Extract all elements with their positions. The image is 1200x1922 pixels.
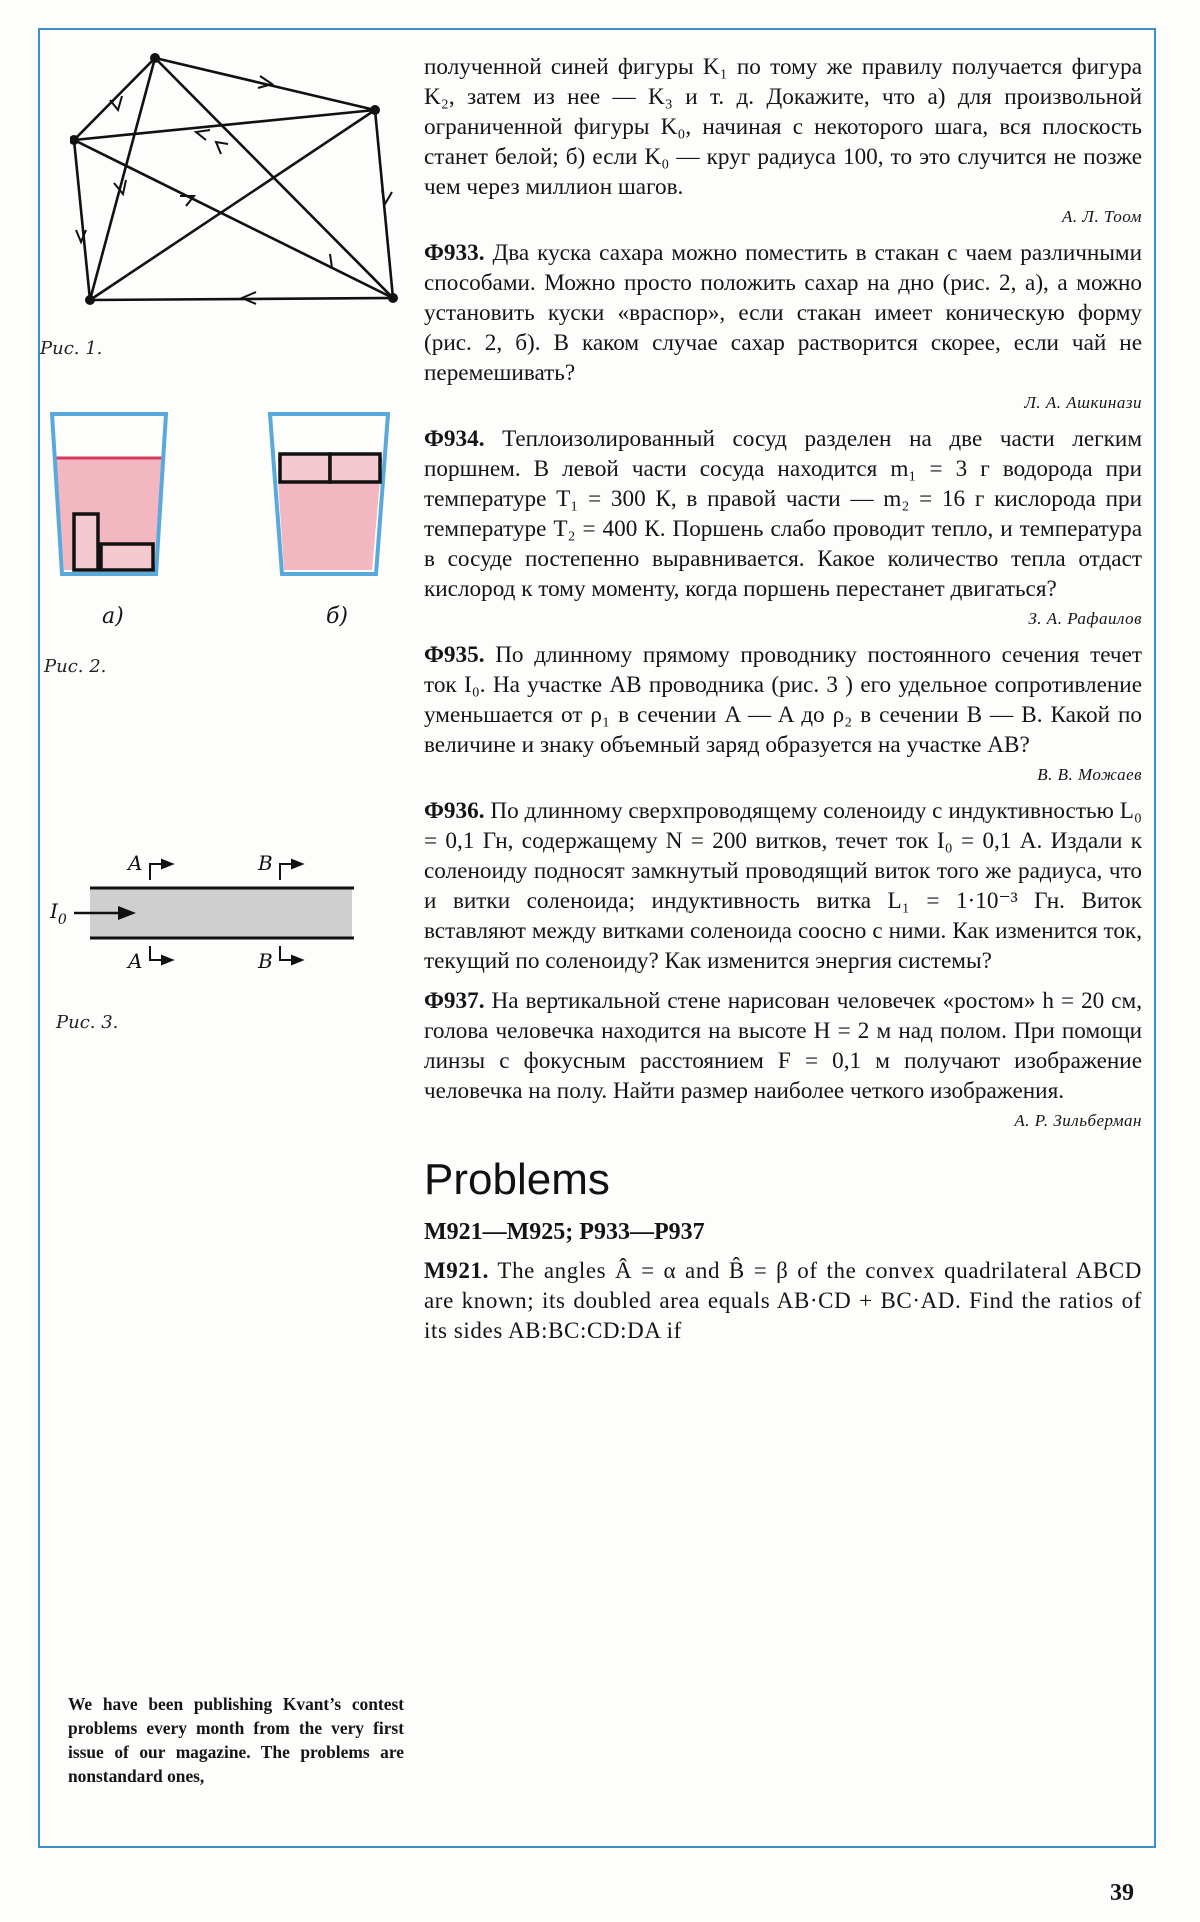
graph-vertex (85, 295, 95, 305)
label-a-top: A (128, 851, 143, 875)
arrow-head (196, 130, 210, 140)
tea-fill (278, 480, 380, 570)
problem-text: По длинному сверхпроводящему соленоиду с индуктивностью L₀ = 0,1 Гн, содержащему N = 200 витков, течет ток I₀ = 0,1 А. Издали к соленоиду подносят замкнутый проводящий виток того же радиуса, что и витки соленоида; индуктивность витка L₁ = 1·10⁻³ Гн. Виток вставляют между витками соленоида соосно с ними. Как изменится ток, текущий по соленоиду? Как изменится энергия системы? (424, 798, 1142, 974)
arrow-head (216, 142, 228, 154)
author: А. Р. Зильберман (1014, 1111, 1142, 1130)
english-sidebar-note: We have been publishing Kvant’s contest problems every month from the very first issue of our magazine. The problems are nonstandard ones, (68, 1694, 404, 1786)
problem-text: Два куска сахара можно поместить в стакан с чаем различными способами. Можно просто положить сахар на дно (рис. 2, а), а можно установить куски «враспор», если стакан имеет коническую форму (рис. 2, б). В каком случае сахар растворится скорее, если чай не перемешивать? (424, 240, 1143, 386)
main-text-column (424, 52, 1142, 1346)
author: А. Л. Тоом (1062, 207, 1142, 226)
problem-m921 (424, 1256, 1142, 1346)
english-section-title: Problems (424, 1155, 610, 1204)
problem-text: Теплоизолированный сосуд разделен на две части легким поршнем. В левой части сосуда находится m₁ = 3 г водорода при температуре T₁ = 300 К, в правой части — m₂ = 16 г кислорода при температуре T₂ = 400 К. Поршень слабо проводит тепло, и температура в сосуде постепенно выравнивается. Какое количество тепла отдаст кислород к тому моменту, когда поршень перестанет двигаться? (424, 426, 1142, 602)
graph-edge (74, 140, 90, 300)
problem-937 (424, 986, 1142, 1106)
figure-2-glass-b (268, 410, 392, 576)
graph-edge (74, 140, 393, 298)
graph-vertex (370, 105, 380, 115)
section-a-bottom-arrow (162, 956, 172, 964)
label-a-bottom: A (128, 949, 143, 973)
label-b-bottom: B (258, 949, 273, 973)
problem-935 (424, 640, 1142, 760)
problem-number: M921. (424, 1258, 489, 1283)
problem-number: Ф933. (424, 240, 485, 266)
author: В. В. Можаев (1037, 765, 1142, 784)
sugar-cube (280, 454, 330, 482)
label-current: $I_0$ (50, 899, 67, 928)
section-a-top-arrow (162, 860, 172, 868)
figure-2b-label: б) (326, 604, 349, 629)
problem-number: Ф935. (424, 642, 485, 668)
problem-933 (424, 238, 1142, 388)
continuation-text: полученной синей фигуры K₁ по тому же правилу получается фигура K₂, затем из нее — K₃ и т. д. Докажите, что а) для произвольной ограниченной фигуры K₀, начиная с некоторого шага, вся плоскость станет белой; б) если K₀ — круг радиуса 100, то это случится не позже чем через миллион шагов. (424, 54, 1142, 200)
graph-vertex (388, 293, 398, 303)
sugar-cube (74, 514, 98, 570)
problem-text: По длинному прямому проводнику постоянного сечения течет ток I₀. На участке AB проводника (рис. 3 ) его удельное сопротивление уменьшается от ρ₁ в сечении A — A до ρ₂ в сечении B — B. Какой по величине и знаку объемный заряд образуется на участке AB? (424, 642, 1142, 758)
figure-3-conductor (44, 846, 364, 976)
sugar-cube (330, 454, 380, 482)
problem-number: Ф936. (424, 798, 485, 824)
page-number: 39 (1110, 1880, 1134, 1906)
figure-2a-label: а) (102, 604, 124, 629)
figure-2-caption: Рис. 2. (44, 656, 107, 677)
problem-936 (424, 796, 1142, 976)
arrow-head (180, 196, 194, 206)
graph-edge (74, 110, 375, 140)
problem-934 (424, 424, 1142, 604)
section-b-bottom-arrow (292, 956, 302, 964)
english-section-subtitle: M921—M925; P933—P937 (424, 1219, 705, 1245)
problem-text: The angles Â = α and B̂ = β of the convex quadrilateral ABCD are known; its doubled area equals AB·CD + BC·AD. Find the ratios of its sides AB:BC:CD:DA if (424, 1258, 1143, 1343)
problem-number: Ф937. (424, 988, 485, 1014)
author: Л. А. Ашкинази (1024, 393, 1142, 412)
figure-3-caption: Рис. 3. (56, 1012, 119, 1033)
figure-2-glass-a (50, 410, 170, 576)
problem-number: Ф934. (424, 426, 485, 452)
graph-edge (155, 58, 375, 110)
figure-1-graph (70, 40, 420, 320)
problem-text: На вертикальной стене нарисован человечек «ростом» h = 20 см, голова человечка находится на высоте H = 2 м над полом. При помощи линзы с фокусным расстоянием F = 0,1 м получают изображение человечка на полу. Найти размер наиболее четкого изображения. (424, 988, 1142, 1104)
graph-vertex (150, 53, 160, 63)
sugar-cube (101, 544, 153, 570)
label-b-top: B (258, 851, 273, 875)
author: З. А. Рафаилов (1028, 609, 1142, 628)
figure-1-caption: Рис. 1. (40, 338, 103, 359)
section-b-top-arrow (292, 860, 302, 868)
